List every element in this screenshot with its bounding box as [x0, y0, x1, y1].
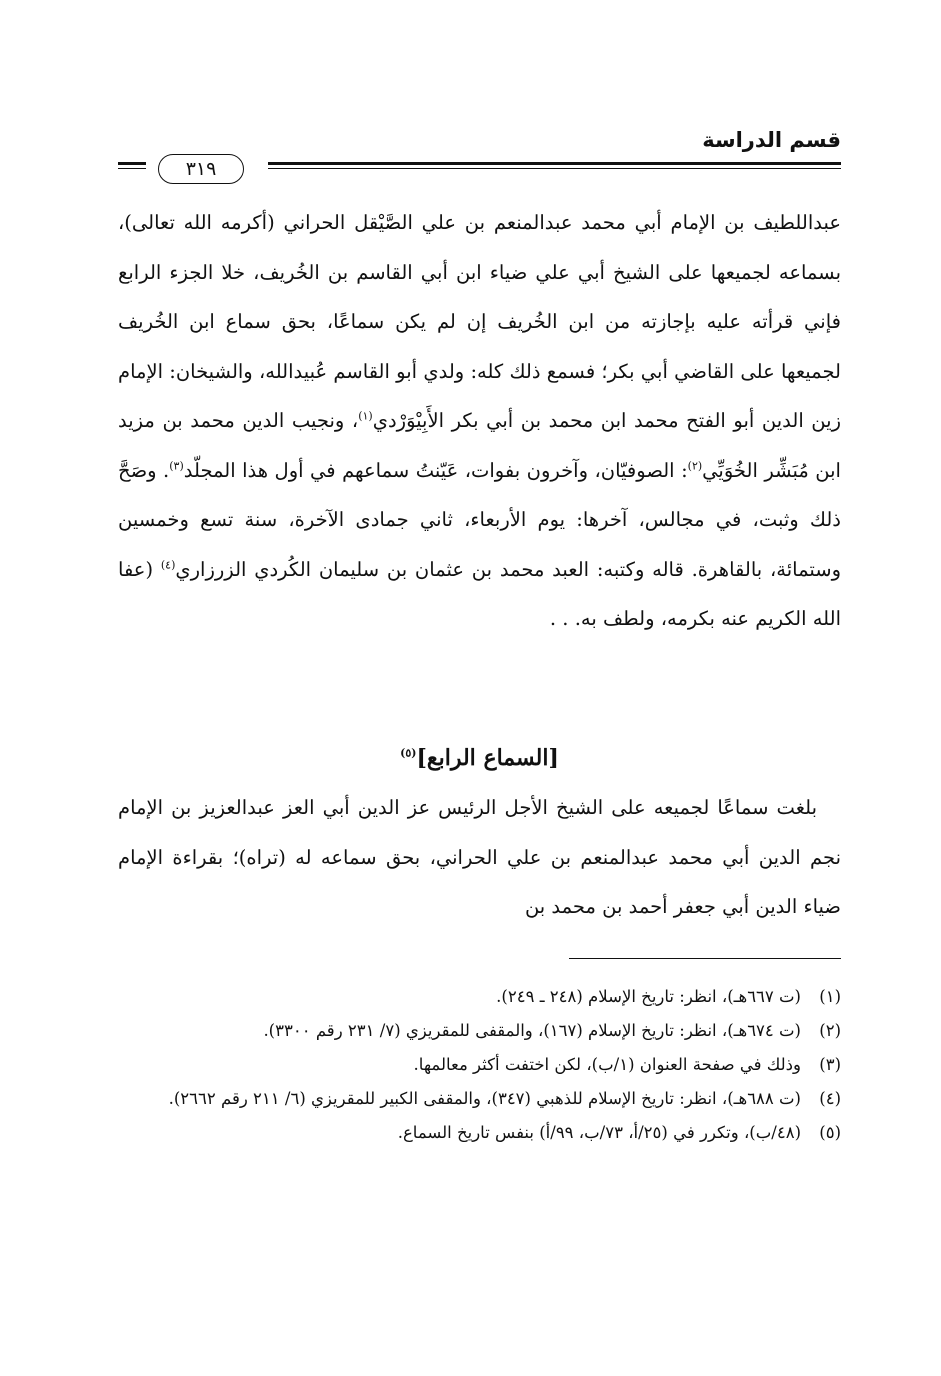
footnote-ref-4: (٤) [160, 558, 176, 571]
section-heading-text: [السماع الرابع] [416, 745, 559, 771]
paragraph-text: . وصَحَّ ذلك وثبت، في مجالس، آخرها: يوم الأربعاء، ثاني جمادى الآخرة، سنة تسع وخمسين وستمائة، بالقاهرة. قاله وكتبه: العبد محمد بن عثمان بن سليمان الكُردي الزرزاري [118, 458, 842, 581]
footnote-text: (ت ٦٦٧هـ)، انظر: تاريخ الإسلام (٢٤٨ ـ ٢٤٩). [496, 987, 801, 1006]
footnote-separator [569, 958, 841, 959]
footnote-ref-3: (٣) [169, 459, 184, 472]
paragraph-text: بلغت سماعًا لجميعه على الشيخ الأجل الرئيس عز الدين أبي العز عبدالعزيز بن الإمام نجم الدين أبي محمد عبدالمنعم بن علي الحراني، بحق سماعه له (تراه)؛ بقراءة الإمام ضياء الدين أبي جعفر أحمد بن محمد بن [118, 796, 841, 918]
footnote-number: (٣) [819, 1055, 841, 1074]
footnote-number: (٤) [819, 1089, 841, 1108]
footnote-number: (١) [819, 987, 841, 1006]
main-paragraph-1 [118, 198, 841, 644]
footnote-text: وذلك في صفحة العنوان (١/ب)، لكن اختفت أكثر معالمها. [413, 1055, 801, 1074]
footnote-ref-5: (٥) [400, 746, 417, 760]
running-header-title: قسم الدراسة [702, 128, 841, 152]
footnote-text: (ت ٦٧٤هـ)، انظر: تاريخ الإسلام (١٦٧)، والمقفى للمقريزي (٧/ ٢٣١ رقم ٣٣٠٠). [263, 1021, 801, 1040]
section-heading [118, 738, 841, 778]
paragraph-text: عبداللطيف بن الإمام أبي محمد عبدالمنعم بن علي الصَّيْقل الحراني (أكرمه الله تعالى)، بسماعه لجميعها على الشيخ أبي علي ضياء ابن أبي القاسم بن الخُريف، خلا الجزء الرابع فإني قرأته عليه بإجازته من ابن الخُريف إن لم يكن سماعًا، بحق سماع ابن الخُريف لجميعها على القاضي أبي بكر؛ فسمع ذلك كله: ولدي أبو القاسم عُبيدالله، والشيخان: الإمام زين الدين أبو الفتح محمد ابن محمد بن أبي بكر الأَبِيْوَرْدي [118, 211, 842, 432]
footnote-number: (٢) [819, 1021, 841, 1040]
paragraph-text: : الصوفيّان، وآخرون بفوات، عَيّنتُ سماعهم في أول هذا المجلّد [183, 458, 688, 482]
footnote-item [118, 1050, 841, 1080]
footnote-ref-2: (٢) [687, 459, 703, 472]
footnote-item [118, 1016, 841, 1046]
paragraph-text: (عفا الله الكريم عنه بكرمه، ولطف به. . . [118, 557, 841, 630]
footnote-number: (٥) [819, 1123, 841, 1142]
paragraph-text: ، ونجيب الدين محمد بن مزيد ابن مُبَشِّر الخُوَيِّي [118, 409, 841, 482]
footnote-ref-1: (١) [358, 409, 373, 423]
footnote-text: (٤٨/ب)، وتكرر في (٢٥/أ، ٧٣/ب، ٩٩/أ) بنفس تاريخ السماع. [397, 1123, 801, 1142]
footnote-item [118, 1084, 841, 1114]
footnotes [118, 982, 841, 1148]
footnote-item [118, 1118, 841, 1148]
page-number: ٣١٩ [158, 154, 244, 184]
main-paragraph-2 [118, 783, 841, 932]
footnote-item [118, 982, 841, 1012]
footnote-text: (ت ٦٨٨هـ)، انظر: تاريخ الإسلام للذهبي (٣٤٧)، والمقفى الكبير للمقريزي (٦/ ٢١١ رقم ٢٦٦٢). [168, 1089, 801, 1108]
